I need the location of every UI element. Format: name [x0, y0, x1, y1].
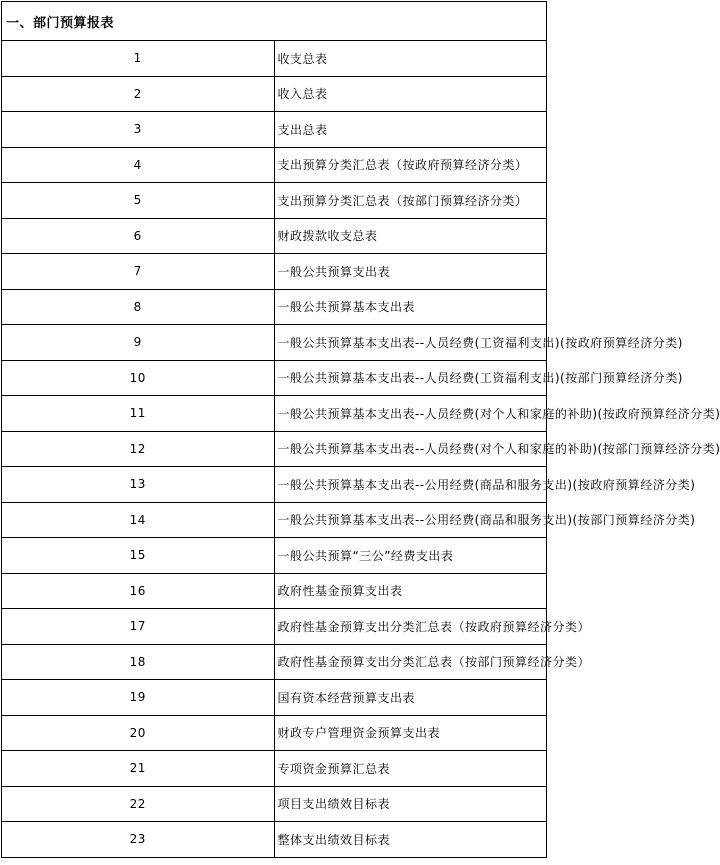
- row-number: 12: [2, 431, 275, 467]
- row-number: 18: [2, 644, 275, 680]
- table-row: [2, 325, 547, 361]
- table-row: [2, 183, 547, 219]
- row-number: 19: [2, 680, 275, 716]
- report-name: 政府性基金预算支出分类汇总表（按政府预算经济分类）: [274, 609, 547, 645]
- table-row: [2, 786, 547, 822]
- report-table-body: [2, 2, 720, 858]
- report-name: 财政专户管理资金预算支出表: [274, 715, 547, 751]
- table-row: [2, 502, 547, 538]
- report-name: 一般公共预算基本支出表--人员经费(工资福利支出)(按政府预算经济分类): [274, 325, 547, 361]
- table-row: [2, 609, 547, 645]
- table-row: [2, 538, 547, 574]
- report-name: 一般公共预算基本支出表--人员经费(对个人和家庭的补助)(按政府预算经济分类): [274, 396, 547, 432]
- report-table: [1, 1, 720, 858]
- row-number: 23: [2, 822, 275, 858]
- report-name: 财政拨款收支总表: [274, 218, 547, 254]
- report-name: 一般公共预算基本支出表--公用经费(商品和服务支出)(按部门预算经济分类): [274, 502, 547, 538]
- report-name: 收入总表: [274, 76, 547, 112]
- report-name: 一般公共预算支出表: [274, 254, 547, 290]
- row-number: 17: [2, 609, 275, 645]
- table-row: [2, 112, 547, 148]
- report-name: 支出预算分类汇总表（按政府预算经济分类）: [274, 147, 547, 183]
- table-row: [2, 218, 547, 254]
- row-number: 4: [2, 147, 275, 183]
- row-number: 13: [2, 467, 275, 503]
- section-header-row: [2, 2, 547, 41]
- row-number: 22: [2, 786, 275, 822]
- row-number: 1: [2, 41, 275, 77]
- table-row: [2, 396, 547, 432]
- report-name: 项目支出绩效目标表: [274, 786, 547, 822]
- report-name: 国有资本经营预算支出表: [274, 680, 547, 716]
- table-row: [2, 360, 547, 396]
- report-document: [0, 1, 720, 858]
- report-name: 政府性基金预算支出分类汇总表（按部门预算经济分类）: [274, 644, 547, 680]
- section-title: 一、部门预算报表: [2, 2, 547, 41]
- row-number: 10: [2, 360, 275, 396]
- table-row: [2, 254, 547, 290]
- row-number: 6: [2, 218, 275, 254]
- table-row: [2, 467, 547, 503]
- table-row: [2, 644, 547, 680]
- report-name: 一般公共预算基本支出表: [274, 289, 547, 325]
- report-name: 一般公共预算基本支出表--公用经费(商品和服务支出)(按政府预算经济分类): [274, 467, 547, 503]
- table-row: [2, 680, 547, 716]
- report-name: 政府性基金预算支出表: [274, 573, 547, 609]
- table-row: [2, 289, 547, 325]
- table-row: [2, 751, 547, 787]
- row-number: 21: [2, 751, 275, 787]
- row-number: 7: [2, 254, 275, 290]
- table-row: [2, 41, 547, 77]
- table-row: [2, 573, 547, 609]
- row-number: 20: [2, 715, 275, 751]
- row-number: 11: [2, 396, 275, 432]
- report-name: 支出总表: [274, 112, 547, 148]
- row-number: 9: [2, 325, 275, 361]
- report-name: 一般公共预算基本支出表--人员经费(对个人和家庭的补助)(按部门预算经济分类): [274, 431, 547, 467]
- table-row: [2, 715, 547, 751]
- report-name: 一般公共预算“三公”经费支出表: [274, 538, 547, 574]
- table-row: [2, 76, 547, 112]
- row-number: 2: [2, 76, 275, 112]
- report-name: 收支总表: [274, 41, 547, 77]
- row-number: 14: [2, 502, 275, 538]
- row-number: 5: [2, 183, 275, 219]
- table-row: [2, 431, 547, 467]
- row-number: 8: [2, 289, 275, 325]
- row-number: 3: [2, 112, 275, 148]
- row-number: 15: [2, 538, 275, 574]
- report-name: 整体支出绩效目标表: [274, 822, 547, 858]
- report-name: 支出预算分类汇总表（按部门预算经济分类）: [274, 183, 547, 219]
- report-name: 一般公共预算基本支出表--人员经费(工资福利支出)(按部门预算经济分类): [274, 360, 547, 396]
- table-row: [2, 147, 547, 183]
- table-row: [2, 822, 547, 858]
- row-number: 16: [2, 573, 275, 609]
- report-name: 专项资金预算汇总表: [274, 751, 547, 787]
